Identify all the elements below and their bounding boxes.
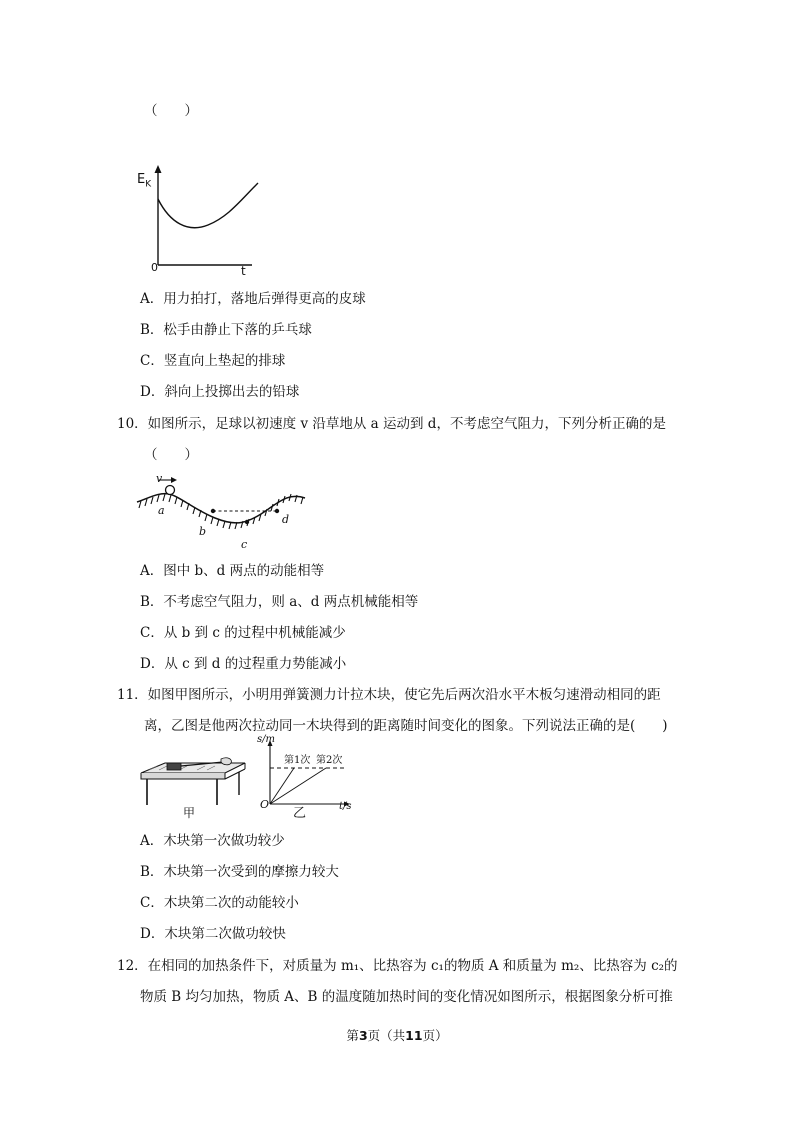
second-trial-line (270, 768, 326, 804)
q12-line1: 12．在相同的加热条件下，对质量为 m₁、比热容为 c₁的物质 A 和质量为 m₂、比热容为 c₂的 (117, 958, 678, 974)
q9-option-d: D．斜向上投掷出去的铅球 (140, 384, 300, 400)
q9-option-a: A．用力拍打，落地后弹得更高的皮球 (140, 291, 366, 307)
q12-line2: 物质 B 均匀加热，物质 A、B 的温度随加热时间的变化情况如图所示，根据图象分析可推 (140, 989, 673, 1005)
q11-stem-line2: 离，乙图是他两次拉动同一木块得到的距离随时间变化的图象。下列说法正确的是( ) (144, 718, 668, 734)
q11-figure-jia (137, 743, 249, 813)
q11-option-a: A．木块第一次做功较少 (140, 833, 285, 849)
q9-option-b: B．松手由静止下落的乒乓球 (140, 322, 312, 338)
q11-option-b: B．木块第一次受到的摩擦力较大 (140, 864, 339, 880)
ball-icon (166, 486, 175, 495)
q10-option-b: B．不考虑空气阻力，则 a、d 两点机械能相等 (140, 594, 419, 610)
q11-option-c: C．木块第二次的动能较小 (140, 895, 299, 911)
q11-option-d: D．木块第二次做功较快 (140, 926, 286, 942)
q10-answer-blank: （ ） (144, 447, 198, 463)
q11-first-label: 第1次 (284, 755, 311, 766)
q11-label-yi: 乙 (293, 806, 307, 821)
ek-curve (158, 183, 258, 228)
q10-option-d: D．从 c 到 d 的过程重力势能减小 (140, 656, 347, 672)
q10-option-a: A．图中 b、d 两点的动能相等 (140, 563, 325, 579)
q10-label-a: a (158, 504, 165, 517)
q9-graph-x-label: t (241, 264, 246, 278)
q9-option-c: C．竖直向上垫起的排球 (140, 353, 286, 369)
q11-stem-line1: 11．如图甲图所示，小明用弹簧测力计拉木块，使它先后两次沿水平木板匀速滑动相同的距 (117, 687, 661, 703)
q11-s-axis-label: s/m (257, 734, 275, 745)
q10-option-c: C．从 b 到 c 的过程中机械能减少 (140, 625, 346, 641)
q11-second-label: 第2次 (316, 755, 343, 766)
q9-graph-y-label: $E_K$ (137, 172, 152, 190)
q10-label-v: v (156, 472, 163, 485)
wooden-block (167, 763, 181, 770)
q10-label-b: b (199, 525, 207, 538)
q10-stem: 10．如图所示，足球以初速度 v 沿草地从 a 运动到 d，不考虑空气阻力，下列分析正确的是 (117, 416, 666, 432)
q10-label-c: c (241, 538, 248, 551)
q11-t-axis-label: t/s (339, 801, 352, 812)
q11-origin-label: O (260, 798, 270, 811)
footer-total-pages: 11 (405, 1028, 423, 1043)
q9-answer-blank: （ ） (144, 103, 198, 119)
footer-page-number: 3 (358, 1028, 368, 1043)
q10-label-d: d (282, 513, 290, 526)
q9-ek-graph (140, 165, 270, 280)
page-footer: 第3页（共11页） (346, 1028, 448, 1043)
q9-graph-origin: 0 (151, 261, 158, 274)
q11-label-jia: 甲 (183, 806, 196, 820)
first-trial-line (270, 768, 294, 804)
